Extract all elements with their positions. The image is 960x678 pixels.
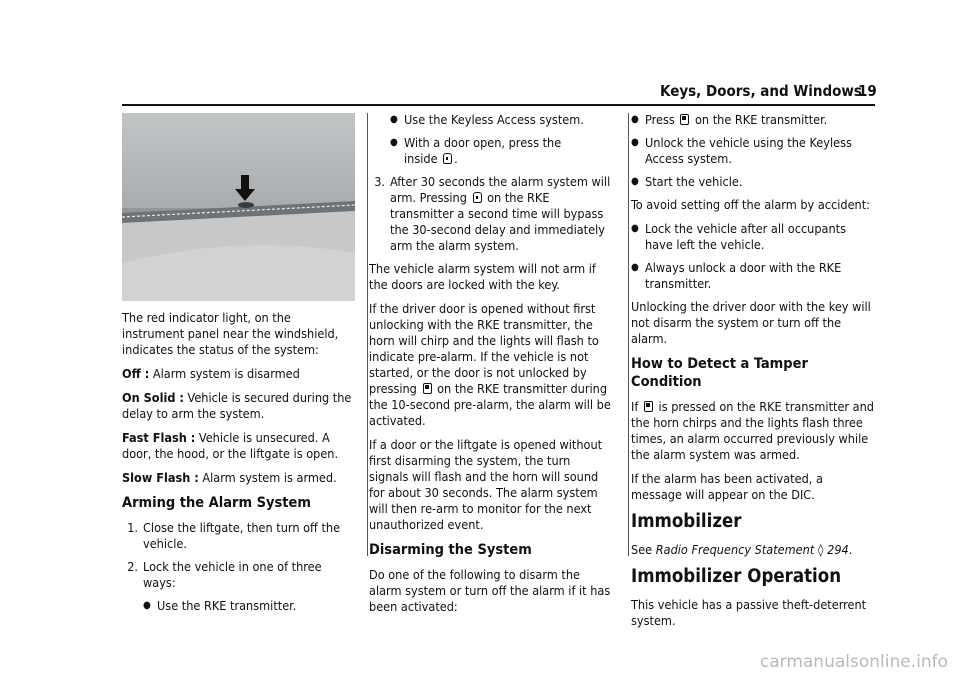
paragraph-part: is pressed on the RKE transmitter and the horn chirps and the lights flash three times, an alarm occurred previously while the alarm system was armed. [631,399,875,462]
page-number: 19 [858,82,877,100]
dashboard-photo [122,113,355,301]
bullet-keyless [369,112,613,128]
lock-icon [443,153,452,164]
bullet-text: Use the Keyless Access system. [404,112,584,127]
see-label: See [631,542,653,557]
step-number: 1. [127,520,138,535]
bullet-start [631,174,875,190]
bullet-lock-after [631,221,875,253]
immobilizer-heading: Immobilizer [631,511,742,532]
running-header-title: Keys, Doors, and Windows [660,82,862,100]
bullet-text: Start the vehicle. [645,174,743,189]
step-text-part: on the RKE transmitter a second time will bypass the 30-second delay and immediately arm the alarm system. [390,190,605,253]
state-label: Off : [122,366,150,381]
key-lock-note: The vehicle alarm system will not arm if the doors are locked with the key. [369,261,596,292]
bullet-text-part: With a door open, press the [404,135,562,150]
bullet-icon: ● [631,176,639,187]
bullet-always-unlock [631,260,875,292]
state-on-solid [122,390,355,422]
state-fast-flash [122,430,355,462]
indicator-intro: The red indicator light, on the instrument panel near the windshield, indicates the status of the system: [122,310,339,357]
tamper-paragraph [631,399,875,463]
see-end: . [848,542,853,557]
step-3 [369,174,613,254]
bullet-text: Use the RKE transmitter. [157,598,297,613]
theft-deterrent-paragraph: This vehicle has a passive theft-deterrent system. [631,597,867,628]
page-ref-icon: ◊ [817,542,824,557]
immobilizer-operation-heading: Immobilizer Operation [631,566,842,587]
avoid-intro: To avoid setting off the alarm by accident: [631,197,870,212]
state-label: Slow Flash : [122,470,199,485]
state-text: Alarm system is disarmed [152,366,300,381]
bullet-rke [122,598,355,614]
page-reference[interactable]: 294 [827,542,849,557]
step-text: Close the liftgate, then turn off the vehicle. [143,520,341,551]
rearm-paragraph: If a door or the liftgate is opened without first disarming the system, the turn signals will flash and the horn will sound for about 30 seconds. The alarm system will then re-arm to monitor for the next unauthorized event. [369,437,603,532]
step-text: Lock the vehicle in one of three ways: [143,559,322,590]
state-off [122,366,355,382]
step-1 [122,520,355,552]
paragraph-part: If [631,399,639,414]
bullet-text: Always unlock a door with the RKE transmitter. [645,260,842,291]
bullet-icon: ● [631,223,639,234]
column-divider [628,113,629,556]
bullet-icon: ● [631,137,639,148]
bullet-text-part: on the RKE transmitter. [695,112,828,127]
bullet-icon: ● [390,114,398,125]
step-number: 3. [374,174,385,189]
state-label: Fast Flash : [122,430,196,445]
bullet-icon: ● [631,114,639,125]
lock-icon [473,192,482,203]
bullet-text-part: inside [404,151,438,166]
bullet-text: Unlock the vehicle using the Keyless Access system. [645,135,852,166]
column-right [631,112,875,637]
state-slow-flash [122,470,355,486]
see-reference [631,542,875,558]
disarming-heading: Disarming the System [369,542,532,558]
tamper-heading: How to Detect a Tamper Condition [631,356,808,390]
paragraph-part: If the driver door is opened without first unlocking with the RKE transmitter, the horn will chirp and the lights will flash to indicate pre-alarm. If the vehicle is not started, or the door is not unlocked by pressing [369,301,599,396]
state-text: Vehicle is unsecured. A door, the hood, or the liftgate is open. [122,430,339,461]
watermark: carmanualsonline.info [759,652,948,672]
bullet-door-open [369,135,613,167]
header-rule [122,104,875,106]
column-middle [369,112,613,623]
pre-alarm-paragraph [369,301,613,429]
step-number: 2. [127,559,138,574]
dashboard-illustration [122,113,355,301]
bullet-text [645,112,827,128]
bullet-text [404,135,561,167]
step-2 [122,559,355,591]
state-text: Vehicle is secured during the delay to arm the system. [122,390,352,421]
column-divider [367,113,368,556]
step-text-part: arm. Pressing [390,190,467,205]
state-label: On Solid : [122,390,184,405]
dic-message-paragraph: If the alarm has been activated, a message will appear on the DIC. [631,471,823,502]
unlock-icon [644,401,653,412]
bullet-keyless-unlock [631,135,875,167]
bullet-text-part: . [454,151,458,166]
bullet-press-unlock [631,112,875,128]
bullet-icon: ● [631,262,639,273]
paragraph-part: on the RKE transmitter during the 10-second pre-alarm, the alarm will be activated. [369,381,611,428]
bullet-text-part: Press [645,112,675,127]
bullet-icon: ● [143,600,151,611]
disarm-intro: Do one of the following to disarm the alarm system or turn off the alarm if it has been activated: [369,567,611,614]
column-left [122,310,355,621]
step-text [390,174,613,254]
step-text-part: After 30 seconds the alarm system will [390,174,611,189]
bullet-text: Lock the vehicle after all occupants have left the vehicle. [645,221,846,252]
key-unlock-note: Unlocking the driver door with the key will not disarm the system or turn off the alarm. [631,299,871,346]
arming-heading: Arming the Alarm System [122,495,311,511]
unlock-icon [423,383,432,394]
cross-reference-link[interactable]: Radio Frequency Statement [655,542,815,557]
state-text: Alarm system is armed. [202,470,337,485]
bullet-icon: ● [390,137,398,148]
unlock-icon [680,114,689,125]
